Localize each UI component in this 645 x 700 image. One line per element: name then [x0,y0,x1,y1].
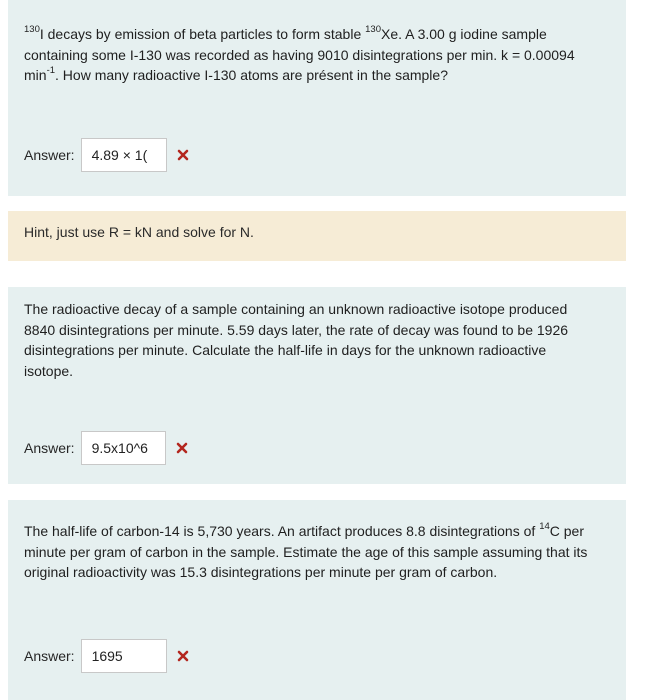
answer-input[interactable]: 4.89 × 1( [81,138,167,172]
superscript: 14 [539,521,550,533]
question-text-line: minute per gram of carbon in the sample. Estimate the age of this sample assuming that its [24,543,588,560]
question-text-line: isotope. [24,362,74,379]
answer-label: Answer: [24,440,75,456]
question-3-panel [8,500,626,700]
question-2-panel [8,287,626,484]
question-text-line: The radioactive decay of a sample containing an unknown radioactive isotope produced [24,301,568,317]
question-1-text [24,24,606,86]
superscript: 130 [24,24,40,36]
question-text-line: . How many radioactive I-130 atoms are présent in the sample? [55,67,448,83]
hint-text: Hint, just use R = kN and solve for N. [24,224,254,240]
answer-input[interactable]: 1695 [81,639,167,673]
question-text-line: Xe. A 3.00 g iodine sample [380,26,547,42]
answer-label: Answer: [24,648,75,664]
question-text-line: containing some I-130 was recorded as having 9010 disintegrations per min. k = 0.00094 [24,46,575,63]
question-text-line: 8840 disintegrations per minute. 5.59 days later, the rate of decay was found to be 1926 [24,321,569,338]
question-text-line: The half-life of carbon-14 is 5,730 years. An artifact produces 8.8 disintegrations of [24,523,540,539]
answer-row [24,138,189,172]
superscript: 130 [365,24,381,36]
close-icon [177,650,189,662]
hint-panel [8,211,626,261]
question-text-line: I decays by emission of beta particles to form stable [39,26,366,42]
answer-label: Answer: [24,147,75,163]
question-text-line: disintegrations per minute. Calculate the half-life in days for the unknown radioactive [24,342,547,358]
question-text-line: original radioactivity was 15.3 disintegrations per minute per gram of carbon. [24,564,498,580]
close-icon [176,442,188,454]
answer-row [24,431,188,465]
close-icon [177,149,189,161]
question-text-line: C per [549,523,584,539]
question-1-panel [8,0,626,196]
question-text-line: min [24,67,47,83]
answer-input[interactable]: 9.5x10^6 [81,431,166,465]
superscript: -1 [46,65,56,77]
question-2-text [24,299,606,381]
question-3-text [24,521,606,583]
answer-row [24,639,189,673]
